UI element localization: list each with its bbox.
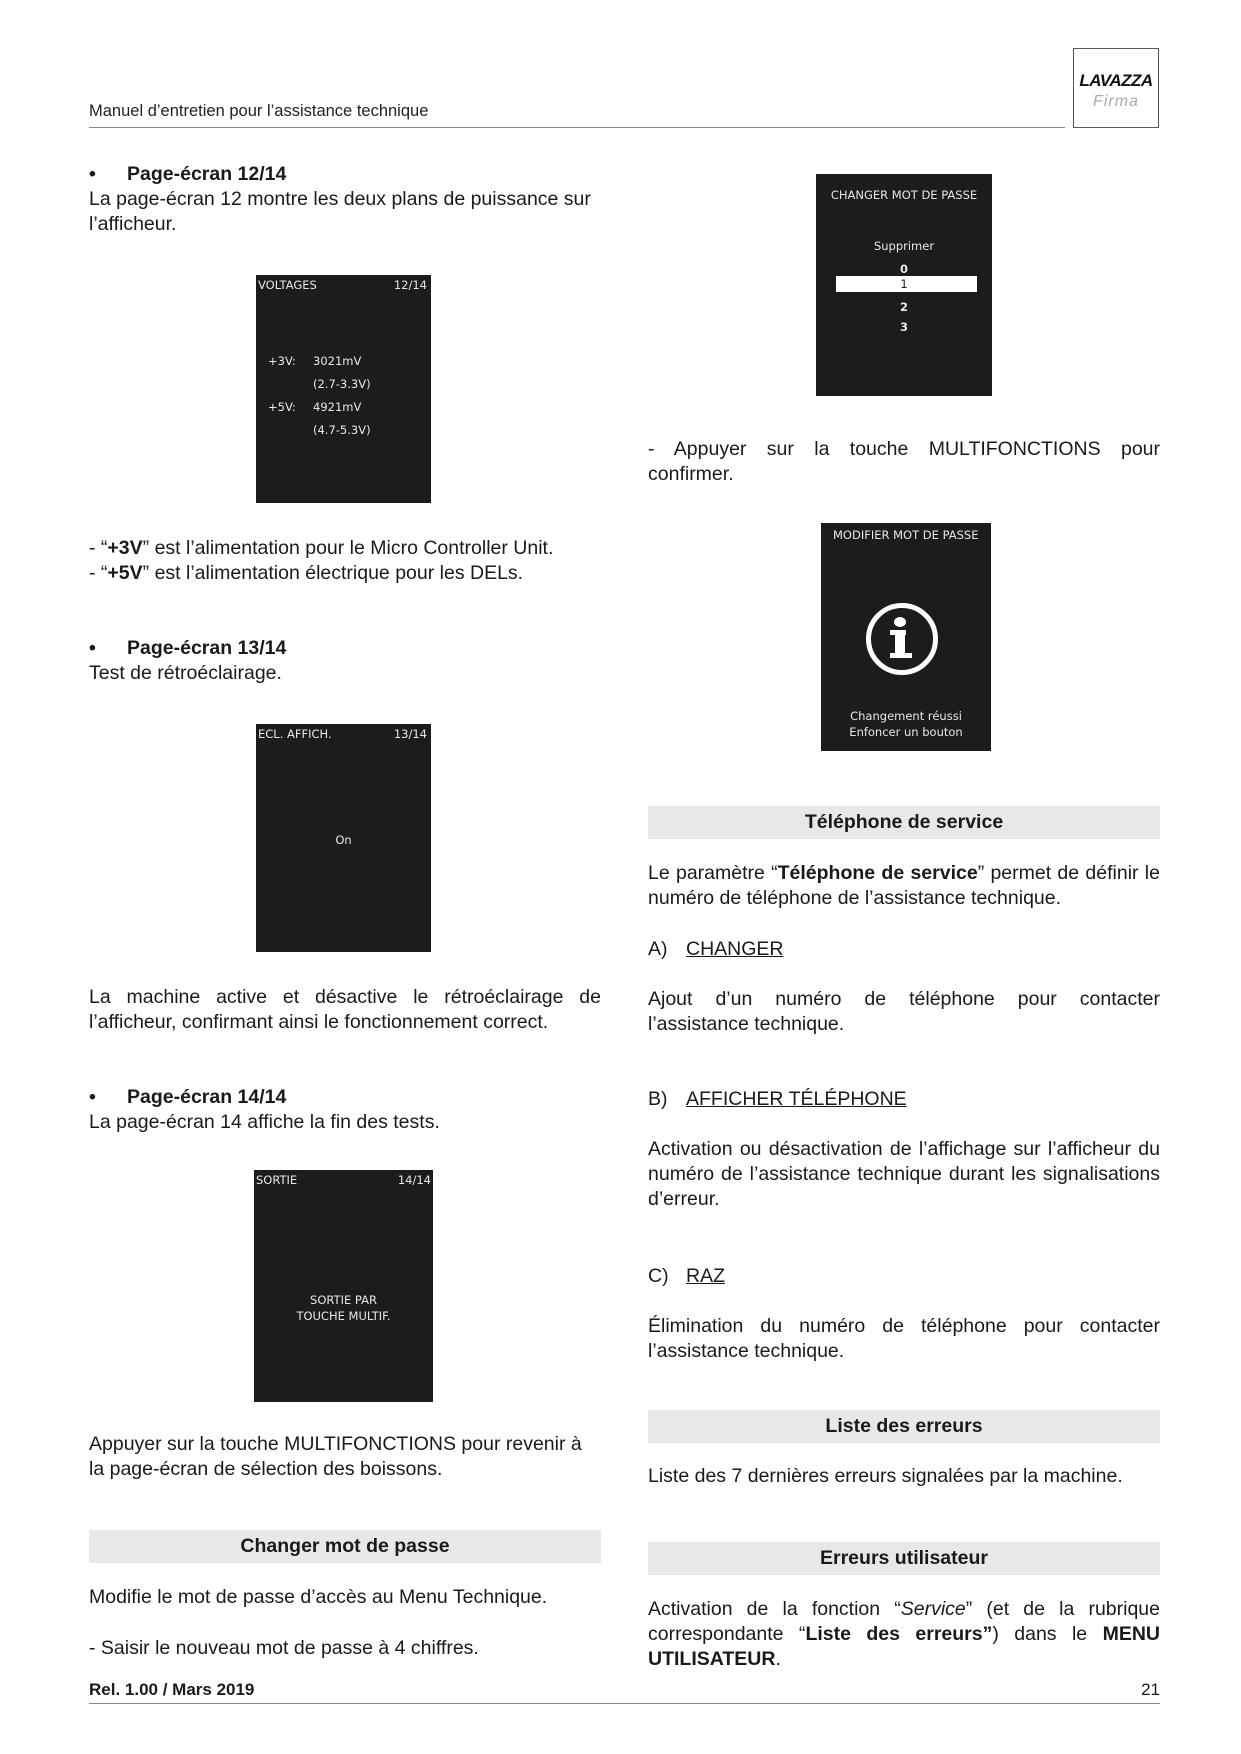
service-phone-intro: Le paramètre “Téléphone de service” permet de définir le numéro de téléphone de l’assistance technique.: [648, 862, 1160, 909]
voltage-3v-value: 3021mV: [313, 354, 362, 368]
page-number: 21: [1141, 1680, 1160, 1699]
delete-option: Supprimer: [873, 239, 935, 253]
section-heading-user-errors: Erreurs utilisateur: [648, 1542, 1160, 1575]
screen-title: VOLTAGES: [258, 278, 317, 292]
option-a-title: A) CHANGER: [648, 938, 784, 960]
note-5v-bold: +5V: [107, 562, 143, 584]
footer-release: Rel. 1.00 / Mars 2019: [89, 1680, 255, 1699]
change-password-text: Modifie le mot de passe d’accès au Menu Technique.: [89, 1586, 548, 1608]
digit-option: 2: [899, 300, 908, 314]
exit-line-2: TOUCHE MULTIF.: [296, 1309, 391, 1323]
selection-band: [816, 276, 992, 292]
backlight-status: On: [335, 833, 352, 847]
section-heading-service-phone: Téléphone de service: [648, 806, 1160, 839]
logo-subline: Firma: [1093, 93, 1139, 110]
bullet: •: [89, 163, 96, 185]
digit-option: 0: [899, 262, 908, 276]
exit-line-1: SORTIE PAR: [310, 1293, 377, 1307]
note-3v: - “+3V” est l’alimentation pour le Micro Controller Unit.: [89, 537, 554, 559]
modify-prompt-line: Enfoncer un bouton: [849, 725, 963, 739]
option-a-text: Ajout d’un numéro de téléphone pour contacter l’assistance technique.: [648, 988, 1160, 1035]
info-icon: [866, 603, 938, 675]
screen-title: MODIFIER MOT DE PASSE: [833, 528, 979, 542]
display-screen-change-password: [816, 174, 992, 396]
header-divider: [89, 127, 1065, 128]
display-screen-modify-password: [821, 523, 991, 751]
footer-divider: [89, 1703, 1160, 1704]
error-list-text: Liste des 7 dernières erreurs signalées par la machine.: [648, 1465, 1123, 1487]
screen-page-number: 12/14: [393, 278, 427, 292]
section-heading-error-list: Liste des erreurs: [648, 1410, 1160, 1443]
note-5v: - “+5V” est l’alimentation électrique pour les DELs.: [89, 562, 524, 584]
section-title-13: [89, 636, 601, 661]
header-title: Manuel d’entretien pour l’assistance technique: [89, 102, 429, 120]
confirm-instruction: - Appuyer sur la touche MULTIFONCTIONS pour confirmer.: [648, 438, 1160, 485]
voltage-5v-range: (4.7-5.3V): [313, 423, 371, 437]
display-screen-backlight: [256, 724, 431, 952]
bullet: •: [89, 1086, 96, 1108]
screen-page-number: 13/14: [393, 727, 427, 741]
voltage-5v-value: 4921mV: [313, 400, 362, 414]
section-after-13: La machine active et désactive le rétroéclairage de l’afficheur, confirmant ainsi le fonctionnement correct.: [89, 986, 601, 1033]
option-b-text: Activation ou désactivation de l’affichage sur l’afficheur du numéro de l’assistance technique durant les signalisations d’erreur.: [648, 1138, 1160, 1210]
section-heading-change-password: Changer mot de passe: [89, 1530, 601, 1563]
section-title-14: [89, 1085, 601, 1110]
section-after-14: Appuyer sur la touche MULTIFONCTIONS pour revenir à la page-écran de sélection des boissons.: [89, 1433, 582, 1480]
section-title-13-text: Page-écran 13/14: [127, 637, 287, 659]
section-title-12: [89, 162, 601, 187]
section-text-13: Test de rétroéclairage.: [89, 662, 282, 684]
modify-success-line: Changement réussi: [850, 709, 962, 723]
screen-title: CHANGER MOT DE PASSE: [830, 188, 978, 202]
display-screen-exit: [254, 1170, 433, 1402]
display-screen-voltages: [256, 275, 431, 503]
user-errors-text: Activation de la fonction “Service” (et de la rubrique correspondante “Liste des erreurs”) dans le MENU UTILISATEUR.: [648, 1598, 1160, 1670]
option-c-title: C) RAZ: [648, 1265, 725, 1287]
section-title-12-text: Page-écran 12/14: [127, 163, 287, 185]
voltage-3v-range: (2.7-3.3V): [313, 377, 371, 391]
section-text-12: La page-écran 12 montre les deux plans de puissance sur l’afficheur.: [89, 188, 591, 235]
screen-title: ECL. AFFICH.: [258, 727, 332, 741]
voltage-3v-label: +3V:: [268, 354, 296, 368]
option-b-title: B) AFFICHER TÉLÉPHONE: [648, 1088, 907, 1110]
bullet: •: [89, 637, 96, 659]
section-title-14-text: Page-écran 14/14: [127, 1086, 287, 1108]
screen-title: SORTIE: [256, 1173, 298, 1187]
logo-wordmark: LAVAZZA: [1079, 71, 1153, 90]
note-3v-bold: +3V: [107, 537, 143, 559]
change-password-step: - Saisir le nouveau mot de passe à 4 chiffres.: [89, 1637, 479, 1659]
digit-option: 3: [899, 320, 908, 334]
digit-option-selected: 1: [900, 277, 908, 291]
lavazza-logo: [1073, 48, 1159, 128]
option-c-text: Élimination du numéro de téléphone pour contacter l’assistance technique.: [648, 1315, 1160, 1362]
section-text-14: La page-écran 14 affiche la fin des tests.: [89, 1111, 440, 1133]
screen-page-number: 14/14: [397, 1173, 431, 1187]
voltage-5v-label: +5V:: [268, 400, 296, 414]
